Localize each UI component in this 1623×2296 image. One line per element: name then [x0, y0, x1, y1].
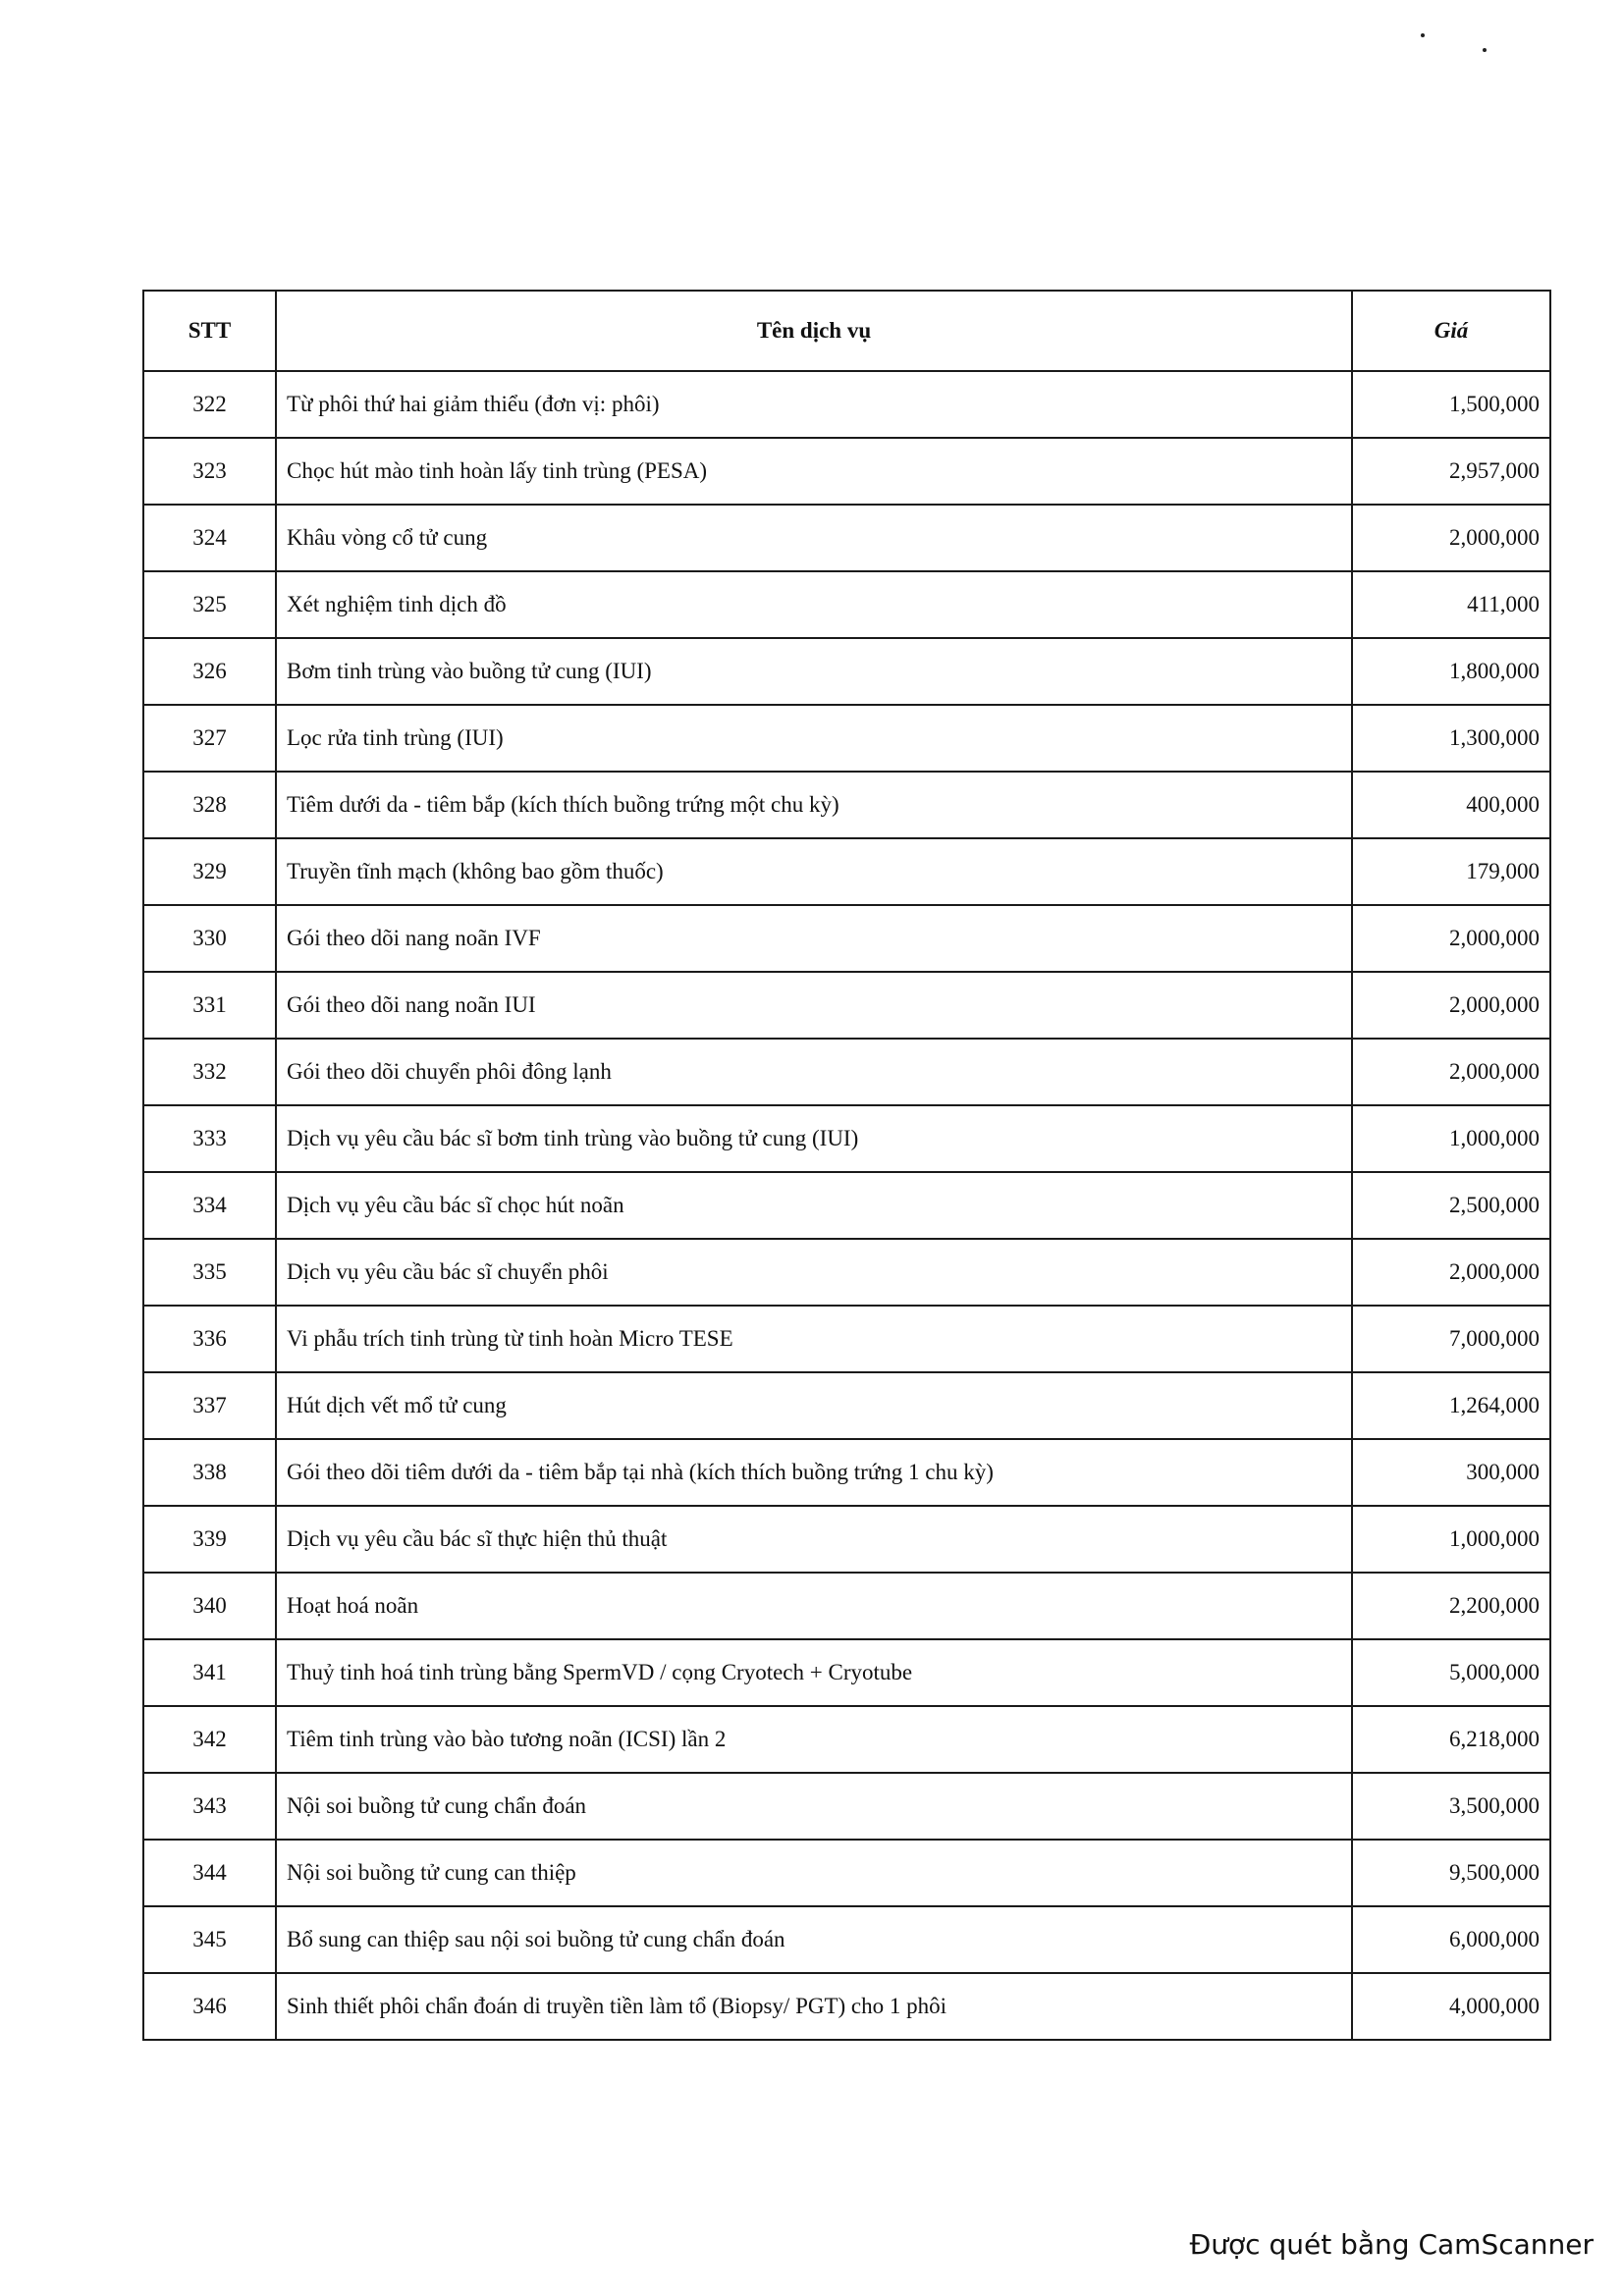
table-row	[143, 1239, 1550, 1306]
table-row	[143, 705, 1550, 772]
table-row	[143, 1372, 1550, 1439]
table-row	[143, 371, 1550, 438]
table-row	[143, 1639, 1550, 1706]
row-price: 1,300,000	[1352, 705, 1550, 772]
table-row	[143, 838, 1550, 905]
table-row	[143, 1439, 1550, 1506]
table-row	[143, 972, 1550, 1039]
table-row	[143, 1573, 1550, 1639]
row-stt: 334	[143, 1172, 276, 1239]
header-stt: STT	[143, 291, 276, 371]
table-row	[143, 438, 1550, 505]
row-price: 2,500,000	[1352, 1172, 1550, 1239]
table-row	[143, 905, 1550, 972]
row-price: 7,000,000	[1352, 1306, 1550, 1372]
row-service-name: Bổ sung can thiệp sau nội soi buồng tử cung chẩn đoán	[276, 1906, 1352, 1973]
row-stt: 322	[143, 371, 276, 438]
table-row	[143, 1773, 1550, 1840]
row-service-name: Dịch vụ yêu cầu bác sĩ thực hiện thủ thuật	[276, 1506, 1352, 1573]
row-stt: 337	[143, 1372, 276, 1439]
row-service-name: Nội soi buồng tử cung chẩn đoán	[276, 1773, 1352, 1840]
table-row	[143, 1973, 1550, 2040]
row-service-name: Vi phẫu trích tinh trùng từ tinh hoàn Micro TESE	[276, 1306, 1352, 1372]
row-stt: 336	[143, 1306, 276, 1372]
row-service-name: Truyền tĩnh mạch (không bao gồm thuốc)	[276, 838, 1352, 905]
row-price: 2,000,000	[1352, 905, 1550, 972]
table-row	[143, 505, 1550, 571]
row-stt: 331	[143, 972, 276, 1039]
row-service-name: Hoạt hoá noãn	[276, 1573, 1352, 1639]
table-row	[143, 1039, 1550, 1105]
table-row	[143, 1105, 1550, 1172]
row-stt: 341	[143, 1639, 276, 1706]
row-price: 4,000,000	[1352, 1973, 1550, 2040]
table-row	[143, 772, 1550, 838]
table-row	[143, 638, 1550, 705]
row-stt: 326	[143, 638, 276, 705]
row-service-name: Tiêm tinh trùng vào bào tương noãn (ICSI) lần 2	[276, 1706, 1352, 1773]
row-price: 1,800,000	[1352, 638, 1550, 705]
row-price: 2,000,000	[1352, 1239, 1550, 1306]
row-price: 179,000	[1352, 838, 1550, 905]
row-service-name: Gói theo dõi chuyển phôi đông lạnh	[276, 1039, 1352, 1105]
row-service-name: Dịch vụ yêu cầu bác sĩ bơm tinh trùng vào buồng tử cung (IUI)	[276, 1105, 1352, 1172]
row-service-name: Dịch vụ yêu cầu bác sĩ chọc hút noãn	[276, 1172, 1352, 1239]
row-price: 1,500,000	[1352, 371, 1550, 438]
row-service-name: Bơm tinh trùng vào buồng tử cung (IUI)	[276, 638, 1352, 705]
row-service-name: Dịch vụ yêu cầu bác sĩ chuyển phôi	[276, 1239, 1352, 1306]
row-price: 1,000,000	[1352, 1105, 1550, 1172]
row-stt: 329	[143, 838, 276, 905]
row-service-name: Chọc hút mào tinh hoàn lấy tinh trùng (PESA)	[276, 438, 1352, 505]
row-price: 3,500,000	[1352, 1773, 1550, 1840]
scan-speck	[1421, 33, 1425, 37]
row-stt: 346	[143, 1973, 276, 2040]
row-stt: 325	[143, 571, 276, 638]
service-price-table	[142, 290, 1551, 2041]
table-row	[143, 1172, 1550, 1239]
row-stt: 332	[143, 1039, 276, 1105]
row-price: 9,500,000	[1352, 1840, 1550, 1906]
row-stt: 345	[143, 1906, 276, 1973]
row-service-name: Gói theo dõi nang noãn IUI	[276, 972, 1352, 1039]
table-row	[143, 571, 1550, 638]
row-stt: 330	[143, 905, 276, 972]
table-row	[143, 1840, 1550, 1906]
row-service-name: Nội soi buồng tử cung can thiệp	[276, 1840, 1352, 1906]
row-service-name: Từ phôi thứ hai giảm thiểu (đơn vị: phôi)	[276, 371, 1352, 438]
row-price: 2,200,000	[1352, 1573, 1550, 1639]
table-header-row	[143, 291, 1550, 371]
row-service-name: Hút dịch vết mổ tử cung	[276, 1372, 1352, 1439]
table-row	[143, 1706, 1550, 1773]
header-service-name: Tên dịch vụ	[276, 291, 1352, 371]
row-stt: 327	[143, 705, 276, 772]
camscanner-watermark: Được quét bằng CamScanner	[1189, 2228, 1594, 2261]
row-stt: 328	[143, 772, 276, 838]
table-row	[143, 1306, 1550, 1372]
row-service-name: Sinh thiết phôi chẩn đoán di truyền tiền làm tổ (Biopsy/ PGT) cho 1 phôi	[276, 1973, 1352, 2040]
row-stt: 335	[143, 1239, 276, 1306]
row-stt: 340	[143, 1573, 276, 1639]
row-stt: 344	[143, 1840, 276, 1906]
row-stt: 333	[143, 1105, 276, 1172]
row-service-name: Xét nghiệm tinh dịch đồ	[276, 571, 1352, 638]
row-stt: 342	[143, 1706, 276, 1773]
row-price: 400,000	[1352, 772, 1550, 838]
row-stt: 324	[143, 505, 276, 571]
row-stt: 338	[143, 1439, 276, 1506]
row-price: 1,264,000	[1352, 1372, 1550, 1439]
row-price: 6,000,000	[1352, 1906, 1550, 1973]
row-service-name: Lọc rửa tinh trùng (IUI)	[276, 705, 1352, 772]
row-price: 6,218,000	[1352, 1706, 1550, 1773]
row-stt: 343	[143, 1773, 276, 1840]
row-service-name: Thuỷ tinh hoá tinh trùng bằng SpermVD / cọng Cryotech + Cryotube	[276, 1639, 1352, 1706]
table-row	[143, 1906, 1550, 1973]
scan-speck	[1483, 48, 1487, 52]
row-price: 2,957,000	[1352, 438, 1550, 505]
row-service-name: Gói theo dõi tiêm dưới da - tiêm bắp tại nhà (kích thích buồng trứng 1 chu kỳ)	[276, 1439, 1352, 1506]
row-service-name: Gói theo dõi nang noãn IVF	[276, 905, 1352, 972]
row-price: 300,000	[1352, 1439, 1550, 1506]
header-price: Giá	[1352, 291, 1550, 371]
row-stt: 339	[143, 1506, 276, 1573]
row-price: 2,000,000	[1352, 505, 1550, 571]
row-service-name: Khâu vòng cổ tử cung	[276, 505, 1352, 571]
row-price: 2,000,000	[1352, 972, 1550, 1039]
row-stt: 323	[143, 438, 276, 505]
row-price: 1,000,000	[1352, 1506, 1550, 1573]
row-price: 411,000	[1352, 571, 1550, 638]
row-price: 5,000,000	[1352, 1639, 1550, 1706]
table-row	[143, 1506, 1550, 1573]
row-price: 2,000,000	[1352, 1039, 1550, 1105]
row-service-name: Tiêm dưới da - tiêm bắp (kích thích buồng trứng một chu kỳ)	[276, 772, 1352, 838]
